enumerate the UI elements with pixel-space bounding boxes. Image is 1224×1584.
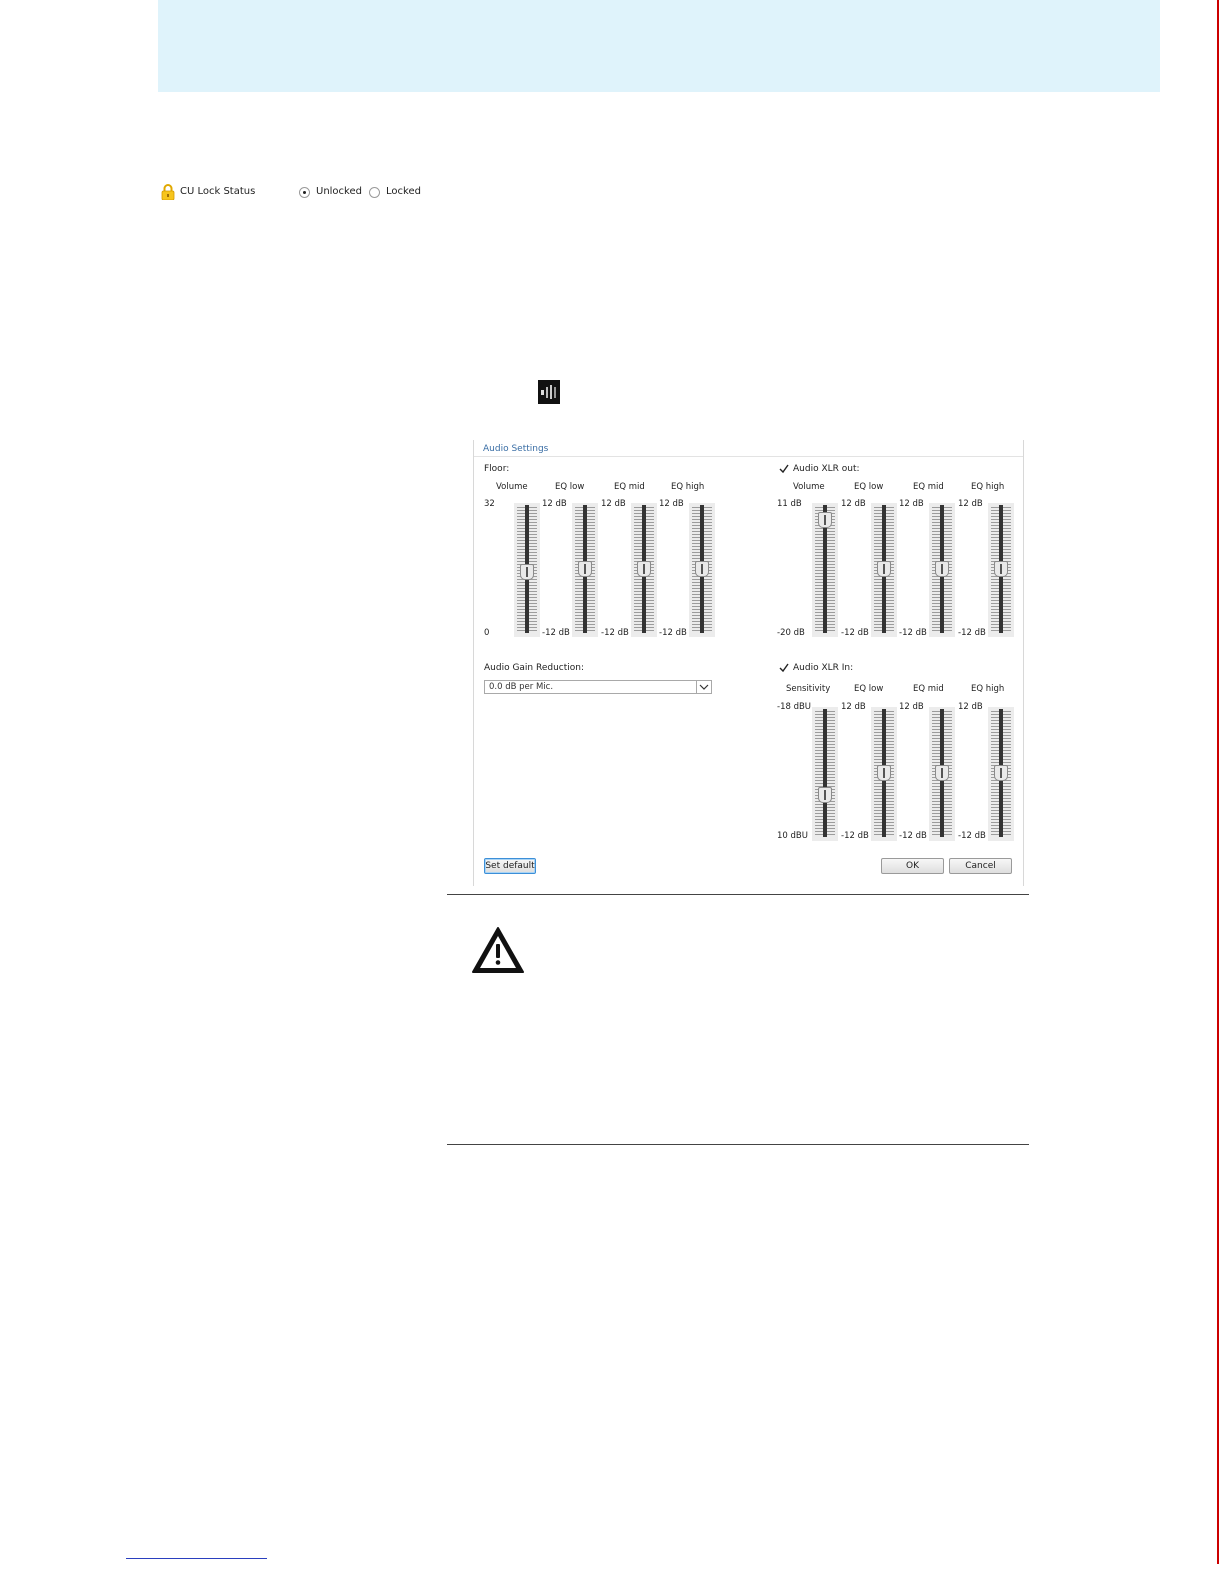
xlr-out-slider-thumb[interactable] [994,561,1008,577]
gain-reduction-label: Audio Gain Reduction: [484,663,585,673]
floor-column-header: EQ high [671,482,705,492]
floor-slider[interactable] [631,503,657,637]
locked-radio-label[interactable]: Locked [386,186,421,197]
floor-column-header: EQ mid [614,482,645,492]
xlr-in-slider-thumb[interactable] [818,787,832,803]
floor-scale-max: 12 dB [542,499,567,509]
xlr-in-column-header: Sensitivity [786,684,831,694]
xlr-in-scale-min: -12 dB [841,831,869,841]
xlr-out-checkbox[interactable] [779,464,789,474]
floor-slider-thumb[interactable] [520,564,534,580]
audio-settings-icon[interactable] [538,380,560,404]
xlr-in-scale-max: -18 dBU [777,702,812,712]
xlr-out-scale-min: -12 dB [841,628,869,638]
warning-top-rule [447,894,1029,895]
xlr-out-label[interactable]: Audio XLR out: [793,464,860,474]
floor-slider[interactable] [689,503,715,637]
xlr-in-label[interactable]: Audio XLR In: [793,663,854,673]
xlr-out-slider[interactable] [929,503,955,637]
floor-slider[interactable] [514,503,540,637]
dialog-title: Audio Settings [483,444,549,454]
floor-slider-thumb[interactable] [695,561,709,577]
xlr-out-scale-min: -20 dB [777,628,805,638]
floor-scale-max: 12 dB [659,499,684,509]
gain-reduction-value: 0.0 dB per Mic. [489,682,554,692]
xlr-out-scale-min: -12 dB [899,628,927,638]
floor-scale-min: 0 [484,628,490,638]
unlocked-radio-label[interactable]: Unlocked [316,186,362,197]
floor-label: Floor: [484,464,510,474]
dialog-titlebar [474,440,1023,457]
floor-scale-max: 12 dB [601,499,626,509]
xlr-in-column-header: EQ low [854,684,884,694]
warning-bottom-rule [447,1144,1029,1145]
lock-status-label: CU Lock Status [180,186,256,197]
xlr-out-scale-min: -12 dB [958,628,986,638]
gain-reduction-select[interactable] [484,680,712,694]
floor-slider-thumb[interactable] [637,561,651,577]
xlr-in-scale-min: -12 dB [958,831,986,841]
floor-column-header: Volume [496,482,528,492]
audio-settings-dialog [473,440,1024,886]
floor-scale-min: -12 dB [659,628,687,638]
locked-radio[interactable] [369,187,380,198]
cancel-button[interactable]: Cancel [949,858,1012,874]
floor-scale-min: -12 dB [542,628,570,638]
xlr-out-scale-max: 11 dB [777,499,802,509]
floor-slider-thumb[interactable] [578,561,592,577]
xlr-in-slider[interactable] [988,707,1014,841]
xlr-in-scale-max: 12 dB [841,702,866,712]
xlr-in-scale-min: 10 dBU [777,831,808,841]
xlr-in-column-header: EQ high [971,684,1005,694]
footer-link-underline [126,1558,267,1559]
xlr-out-slider-thumb[interactable] [877,561,891,577]
xlr-in-column-header: EQ mid [913,684,944,694]
floor-scale-max: 32 [484,499,495,509]
xlr-in-slider-thumb[interactable] [994,765,1008,781]
lock-icon [161,184,175,200]
set-default-button[interactable]: Set default [484,858,536,874]
xlr-out-slider[interactable] [871,503,897,637]
xlr-out-scale-max: 12 dB [958,499,983,509]
floor-slider[interactable] [572,503,598,637]
unlocked-radio[interactable] [299,187,310,198]
xlr-out-slider[interactable] [812,503,838,637]
xlr-in-scale-min: -12 dB [899,831,927,841]
header-band [158,0,1160,92]
xlr-in-slider-thumb[interactable] [877,765,891,781]
xlr-in-checkbox[interactable] [779,663,789,673]
xlr-in-slider-thumb[interactable] [935,765,949,781]
xlr-out-column-header: EQ mid [913,482,944,492]
xlr-in-scale-max: 12 dB [899,702,924,712]
xlr-in-slider[interactable] [929,707,955,841]
xlr-out-column-header: Volume [793,482,825,492]
xlr-in-slider[interactable] [871,707,897,841]
xlr-out-scale-max: 12 dB [899,499,924,509]
xlr-out-slider-thumb[interactable] [935,561,949,577]
xlr-in-scale-max: 12 dB [958,702,983,712]
chevron-down-icon[interactable] [696,681,711,693]
xlr-out-slider-thumb[interactable] [818,512,832,528]
warning-icon [470,925,526,975]
xlr-in-slider[interactable] [812,707,838,841]
xlr-out-column-header: EQ high [971,482,1005,492]
page-edge-line [1217,0,1219,1564]
xlr-out-column-header: EQ low [854,482,884,492]
floor-scale-min: -12 dB [601,628,629,638]
xlr-out-slider[interactable] [988,503,1014,637]
xlr-out-scale-max: 12 dB [841,499,866,509]
floor-column-header: EQ low [555,482,585,492]
ok-button[interactable]: OK [881,858,944,874]
